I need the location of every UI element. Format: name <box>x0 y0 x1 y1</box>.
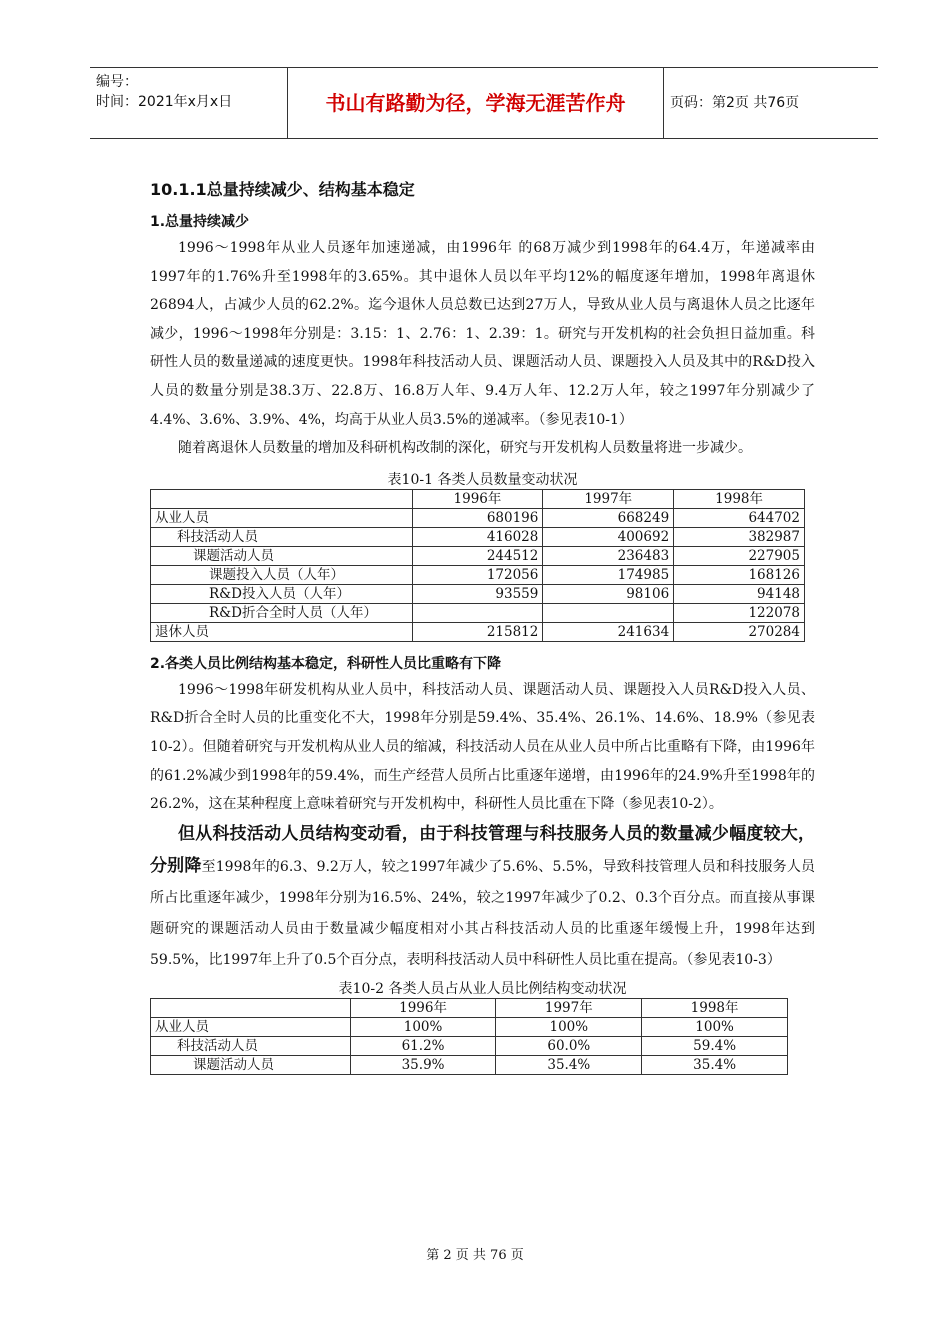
table-2 <box>150 998 788 1075</box>
table-row <box>151 1055 788 1074</box>
cell-1996: 61.2% <box>350 1036 496 1055</box>
row-label: 科技活动人员 <box>151 1036 351 1055</box>
cell-1996: 416028 <box>412 527 543 546</box>
cell-1998: 168126 <box>674 565 805 584</box>
header-page-label: 页码：第2页 共76页 <box>670 95 800 111</box>
row-label: 从业人员 <box>151 1017 351 1036</box>
header-number: 编号： <box>96 74 138 90</box>
cell-1997 <box>543 603 674 622</box>
table-row <box>151 584 805 603</box>
header-motto: 书山有路勤为径，学海无涯苦作舟 <box>287 68 664 138</box>
cell-1998: 644702 <box>674 508 805 527</box>
row-label: 退休人员 <box>151 622 413 641</box>
cell-1997: 100% <box>496 1017 642 1036</box>
table-row <box>151 603 805 622</box>
row-label: R&D折合全时人员（人年） <box>151 603 413 622</box>
cell-1996: 680196 <box>412 508 543 527</box>
cell-1996: 244512 <box>412 546 543 565</box>
table2-caption: 表10-2 各类人员占从业人员比例结构变动状况 <box>338 980 627 997</box>
header-date: 时间：2021年x月x日 <box>96 94 233 110</box>
cell-1996: 93559 <box>412 584 543 603</box>
row-label: 课题投入人员（人年） <box>151 565 413 584</box>
table-header-row <box>151 998 788 1017</box>
table-row <box>151 622 805 641</box>
document-body <box>150 176 815 1075</box>
cell-1996: 215812 <box>412 622 543 641</box>
cell-1997: 241634 <box>543 622 674 641</box>
section-title: 10.1.1总量持续减少、结构基本稳定 <box>150 180 415 199</box>
table-1 <box>150 489 805 642</box>
subsection-title-2: 2.各类人员比例结构基本稳定，科研性人员比重略有下降 <box>150 655 502 672</box>
row-label: 课题活动人员 <box>151 1055 351 1074</box>
cell-1998: 94148 <box>674 584 805 603</box>
row-label: 课题活动人员 <box>151 546 413 565</box>
cell-1998: 35.4% <box>642 1055 788 1074</box>
table-header-cell: 1996年 <box>412 489 543 508</box>
cell-1998: 270284 <box>674 622 805 641</box>
cell-1998: 59.4% <box>642 1036 788 1055</box>
table-header-cell <box>151 489 413 508</box>
cell-1997: 35.4% <box>496 1055 642 1074</box>
table-header-cell: 1997年 <box>496 998 642 1017</box>
cell-1997: 60.0% <box>496 1036 642 1055</box>
table-row <box>151 565 805 584</box>
cell-1998: 100% <box>642 1017 788 1036</box>
cell-1998: 382987 <box>674 527 805 546</box>
paragraph-3: 1996～1998年研发机构从业人员中，科技活动人员、课题活动人员、课题投入人员R&D投入人员、R&D折合全时人员的比重变化不大，1998年分别是59.4%、35.4%、26.1%、14.6%、18.9%（参见表10-2）。但随着研究与开发机构从业人员的缩减，科技活动人员在从业人员中所占比重略有下降，由1996年的61.2%减少到1998年的59.4%，而生产经营人员所占比重逐年递增，由1996年的24.9%升至1998年的26.2%，这在某种程度上意味着研究与开发机构中，科研性人员比重在下降（参见表10-2）。 <box>150 681 815 813</box>
table-row <box>151 1017 788 1036</box>
cell-1997: 400692 <box>543 527 674 546</box>
table-row <box>151 527 805 546</box>
cell-1996: 172056 <box>412 565 543 584</box>
cell-1997: 668249 <box>543 508 674 527</box>
row-label: 科技活动人员 <box>151 527 413 546</box>
header-meta <box>90 68 287 138</box>
table-row <box>151 508 805 527</box>
paragraph-4-rest: 至1998年的6.3、9.2万人，较之1997年减少了5.6%、5.5%，导致科技管理人员和科技服务人员所占比重逐年减少，1998年分别为16.5%、24%，较之1997年减少了0.2、0.3个百分点。而直接从事课题研究的课题活动人员由于数量减少幅度相对小其占科技活动人员的比重逐年缓慢上升，1998年达到59.5%，比1997年上升了0.5个百分点，表明科技活动人员中科研性人员比重在提高。（参见表10-3） <box>150 858 816 968</box>
paragraph-4-lead: 但从科技活动人员结构变动看，由于科技管理与科技服务人员的数量减少幅度较大，分别降 <box>150 823 815 876</box>
page-header <box>90 67 878 139</box>
subsection-title-1: 1.总量持续减少 <box>150 214 250 230</box>
cell-1997: 236483 <box>543 546 674 565</box>
cell-1996: 100% <box>350 1017 496 1036</box>
table-row <box>151 1036 788 1055</box>
paragraph-2: 随着离退休人员数量的增加及科研机构改制的深化，研究与开发机构人员数量将进一步减少。 <box>178 440 752 457</box>
cell-1997: 174985 <box>543 565 674 584</box>
table-header-row <box>151 489 805 508</box>
row-label: R&D投入人员（人年） <box>151 584 413 603</box>
table-header-cell: 1997年 <box>543 489 674 508</box>
paragraph-1: 1996～1998年从业人员逐年加速递减，由1996年 的68万减少到1998年的64.4万，年递减率由1997年的1.76%升至1998年的3.65%。其中退休人员以年平均12%的幅度逐年增加，1998年离退休26894人，占减少人员的62.2%。迄今退休人员总数已达到27万人，导致从业人员与离退休人员之比逐年减少，1996～1998年分别是：3.15：1、2.76：1、2.39：1。研究与开发机构的社会负担日益加重。科研性人员的数量递减的速度更快。1998年科技活动人员、课题活动人员、课题投入人员及其中的R&D投入人员的数量分别是38.3万、22.8万、16.8万人年、9.4万人年、12.2万人年，较之1997年分别减少了4.4%、3.6%、3.9%、4%，均高于从业人员3.5%的递减率。（参见表10-1） <box>150 240 815 428</box>
cell-1996 <box>412 603 543 622</box>
page-footer: 第 2 页 共 76 页 <box>426 1248 524 1263</box>
row-label: 从业人员 <box>151 508 413 527</box>
cell-1996: 35.9% <box>350 1055 496 1074</box>
table-header-cell <box>151 998 351 1017</box>
cell-1998: 122078 <box>674 603 805 622</box>
cell-1997: 98106 <box>543 584 674 603</box>
table-header-cell: 1998年 <box>642 998 788 1017</box>
cell-1998: 227905 <box>674 546 805 565</box>
table-header-cell: 1996年 <box>350 998 496 1017</box>
table-header-cell: 1998年 <box>674 489 805 508</box>
table-row <box>151 546 805 565</box>
header-page <box>670 68 878 138</box>
paragraph-4 <box>150 819 815 976</box>
table1-caption: 表10-1 各类人员数量变动状况 <box>387 471 578 488</box>
